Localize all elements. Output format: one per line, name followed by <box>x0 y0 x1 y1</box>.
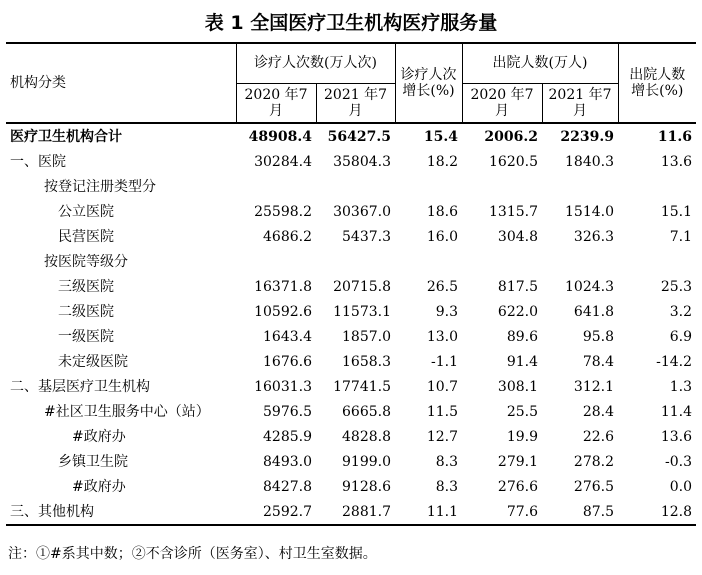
visits-2020-cell: 48908.4 <box>248 128 312 145</box>
visits-2021-cell: 9199.0 <box>342 453 391 470</box>
row-name: 一级医院 <box>58 328 114 345</box>
visits-growth-cell: 9.3 <box>435 303 458 320</box>
visits-growth-cell: 18.2 <box>426 153 458 170</box>
discharges-growth-cell: 13.6 <box>660 153 692 170</box>
visits-2021-cell: 1857.0 <box>342 328 391 345</box>
table-row <box>6 274 696 299</box>
discharges-2020-cell: 91.4 <box>506 353 538 370</box>
discharges-2021-cell: 22.6 <box>582 428 614 445</box>
discharges-growth-cell: 0.0 <box>669 478 692 495</box>
discharges-2021-cell: 312.1 <box>573 378 614 395</box>
row-name: 三级医院 <box>58 278 114 295</box>
visits-growth-cell: 16.0 <box>426 228 458 245</box>
discharges-2020-cell: 2006.2 <box>484 128 538 145</box>
discharges-2021-cell: 278.2 <box>573 453 614 470</box>
discharges-growth-cell: 12.8 <box>618 499 696 525</box>
discharges-2021-cell: 326.3 <box>573 228 614 245</box>
discharges-2020-cell: 1315.7 <box>489 203 538 220</box>
row-name: #政府办 <box>72 478 126 495</box>
row-name: 二级医院 <box>58 303 114 320</box>
header-category: 机构分类 <box>6 43 236 123</box>
discharges-2021-cell: 641.8 <box>573 303 614 320</box>
header-discharges-growth: 出院人数增长(%) <box>618 43 696 123</box>
discharges-growth-cell: -14.2 <box>656 353 692 370</box>
discharges-2021-cell: 95.8 <box>582 328 614 345</box>
row-name: 二、基层医疗卫生机构 <box>10 378 150 395</box>
discharges-growth-cell: 11.6 <box>657 128 692 145</box>
medical-service-table <box>6 42 696 526</box>
header-visits: 诊疗人次数(万人次) <box>236 43 395 83</box>
discharges-2021-cell: 2239.9 <box>560 128 614 145</box>
row-name: 按医院等级分 <box>44 253 128 270</box>
row-name: #社区卫生服务中心（站） <box>44 403 210 420</box>
discharges-2020-cell: 817.5 <box>497 278 538 295</box>
visits-growth-cell <box>395 174 462 199</box>
visits-2020-cell: 2592.7 <box>236 499 316 525</box>
table-row <box>6 374 696 399</box>
discharges-2020-cell: 279.1 <box>497 453 538 470</box>
visits-growth-cell: 11.1 <box>395 499 462 525</box>
visits-2020-cell: 4285.9 <box>263 428 312 445</box>
visits-2021-cell: 20715.8 <box>333 278 391 295</box>
visits-2021-cell: 11573.1 <box>333 303 391 320</box>
visits-2021-cell: 4828.8 <box>342 428 391 445</box>
discharges-growth-cell <box>618 174 696 199</box>
row-name: #政府办 <box>72 428 126 445</box>
discharges-2021-cell: 1024.3 <box>565 278 614 295</box>
discharges-2021-cell: 1840.3 <box>565 153 614 170</box>
discharges-growth-cell: 1.3 <box>669 378 692 395</box>
discharges-2021-cell: 87.5 <box>542 499 618 525</box>
visits-2020-cell: 5976.5 <box>263 403 312 420</box>
discharges-2020-cell: 89.6 <box>506 328 538 345</box>
visits-2020-cell: 25598.2 <box>254 203 312 220</box>
row-name: 按登记注册类型分 <box>44 178 156 195</box>
table-row <box>6 424 696 449</box>
table-row <box>6 123 696 149</box>
visits-growth-cell: 18.6 <box>426 203 458 220</box>
visits-2021-cell: 5437.3 <box>342 228 391 245</box>
discharges-2020-cell: 304.8 <box>497 228 538 245</box>
visits-2020-cell: 8493.0 <box>263 453 312 470</box>
visits-2020-cell: 1676.6 <box>263 353 312 370</box>
table-row <box>6 149 696 174</box>
visits-growth-cell: 15.4 <box>423 128 458 145</box>
visits-2021-cell: 17741.5 <box>333 378 391 395</box>
row-name: 医疗卫生机构合计 <box>10 128 122 145</box>
discharges-growth-cell: 3.2 <box>669 303 692 320</box>
visits-2021-cell <box>316 174 395 199</box>
visits-2020-cell: 8427.8 <box>263 478 312 495</box>
visits-2021-cell: 1658.3 <box>342 353 391 370</box>
discharges-2020-cell: 77.6 <box>462 499 542 525</box>
discharges-growth-cell: 13.6 <box>660 428 692 445</box>
visits-2021-cell <box>316 249 395 274</box>
discharges-growth-cell: 7.1 <box>669 228 692 245</box>
discharges-growth-cell: 11.4 <box>660 403 692 420</box>
visits-growth-cell: 11.5 <box>426 403 458 420</box>
table-row <box>6 299 696 324</box>
table-row <box>6 224 696 249</box>
discharges-2020-cell: 25.5 <box>506 403 538 420</box>
table-title: 表 1 全国医疗卫生机构医疗服务量 <box>204 12 498 34</box>
visits-2020-cell <box>236 249 316 274</box>
visits-2020-cell <box>236 174 316 199</box>
discharges-2021-cell: 276.5 <box>573 478 614 495</box>
visits-2021-cell: 2881.7 <box>316 499 395 525</box>
visits-growth-cell: 8.3 <box>435 453 458 470</box>
table-row <box>6 324 696 349</box>
discharges-2020-cell: 19.9 <box>506 428 538 445</box>
table-row <box>6 249 696 274</box>
table-row <box>6 399 696 424</box>
discharges-growth-cell: 6.9 <box>669 328 692 345</box>
table-row <box>6 449 696 474</box>
header-discharges-2020: 2020 年7 月 <box>462 83 542 123</box>
header-discharges: 出院人数(万人) <box>462 43 618 83</box>
visits-2021-cell: 35804.3 <box>333 153 391 170</box>
table-row <box>6 499 696 525</box>
header-visits-2020: 2020 年7 月 <box>236 83 316 123</box>
table-row <box>6 174 696 199</box>
discharges-growth-cell <box>618 249 696 274</box>
discharges-2020-cell <box>462 249 542 274</box>
discharges-2020-cell: 1620.5 <box>489 153 538 170</box>
visits-growth-cell <box>395 249 462 274</box>
discharges-growth-cell: 15.1 <box>660 203 692 220</box>
visits-2020-cell: 4686.2 <box>263 228 312 245</box>
visits-2020-cell: 30284.4 <box>254 153 312 170</box>
visits-growth-cell: 13.0 <box>426 328 458 345</box>
discharges-2020-cell <box>462 174 542 199</box>
row-name: 未定级医院 <box>58 353 128 370</box>
visits-growth-cell: 10.7 <box>426 378 458 395</box>
discharges-growth-cell: 25.3 <box>660 278 692 295</box>
visits-2021-cell: 30367.0 <box>333 203 391 220</box>
discharges-2021-cell: 1514.0 <box>565 203 614 220</box>
discharges-2021-cell <box>542 249 618 274</box>
visits-growth-cell: -1.1 <box>431 353 458 370</box>
table-row <box>6 474 696 499</box>
discharges-2021-cell <box>542 174 618 199</box>
visits-2021-cell: 56427.5 <box>327 128 391 145</box>
row-name: 三、其他机构 <box>6 499 236 525</box>
discharges-2021-cell: 28.4 <box>582 403 614 420</box>
visits-growth-cell: 8.3 <box>435 478 458 495</box>
table-row <box>6 349 696 374</box>
visits-growth-cell: 26.5 <box>426 278 458 295</box>
discharges-2020-cell: 276.6 <box>497 478 538 495</box>
discharges-growth-cell: -0.3 <box>665 453 692 470</box>
discharges-2021-cell: 78.4 <box>582 353 614 370</box>
visits-2020-cell: 16371.8 <box>254 278 312 295</box>
row-name: 公立医院 <box>58 203 114 220</box>
header-visits-growth: 诊疗人次增长(%) <box>395 43 462 123</box>
visits-growth-cell: 12.7 <box>426 428 458 445</box>
header-visits-2021: 2021 年7 月 <box>316 83 395 123</box>
row-name: 民营医院 <box>58 228 114 245</box>
header-discharges-2021: 2021 年7 月 <box>542 83 618 123</box>
table-row <box>6 199 696 224</box>
table-note: 注：①#系其中数；②不含诊所（医务室）、村卫生室数据。 <box>8 546 377 562</box>
visits-2020-cell: 10592.6 <box>254 303 312 320</box>
discharges-2020-cell: 308.1 <box>497 378 538 395</box>
visits-2020-cell: 1643.4 <box>263 328 312 345</box>
visits-2021-cell: 9128.6 <box>342 478 391 495</box>
visits-2020-cell: 16031.3 <box>254 378 312 395</box>
discharges-2020-cell: 622.0 <box>497 303 538 320</box>
table-body <box>6 123 696 525</box>
row-name: 一、医院 <box>10 153 66 170</box>
visits-2021-cell: 6665.8 <box>342 403 391 420</box>
row-name: 乡镇卫生院 <box>58 453 128 470</box>
